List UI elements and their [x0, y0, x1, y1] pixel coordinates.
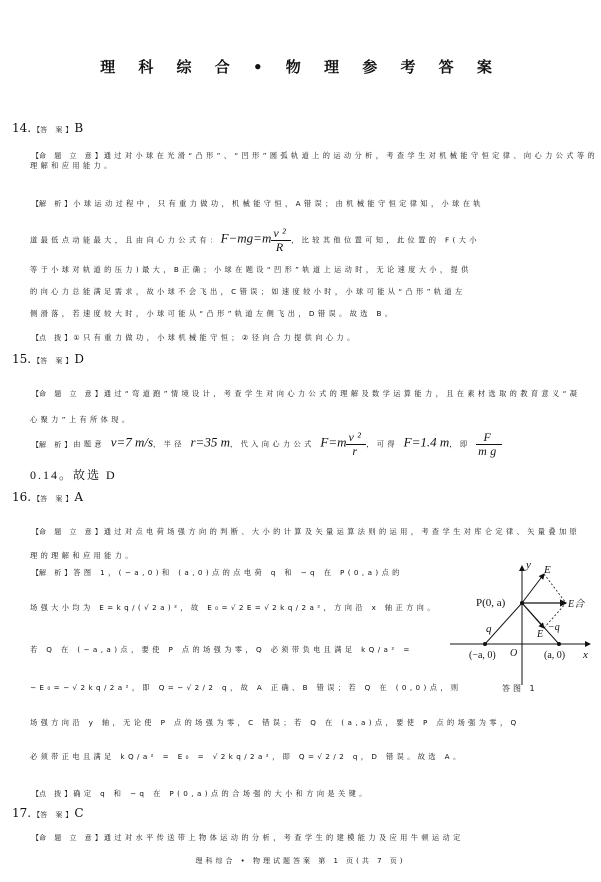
analysis-text: ，即: [449, 439, 477, 449]
analysis-tag: 【 解 析 】: [30, 568, 73, 578]
q15-header: [12, 352, 84, 366]
analysis-line-1: [30, 199, 484, 209]
analysis-text: ，可得: [366, 439, 404, 449]
analysis-line-2: 场强大小均为 E=kq/(√2a)²，故 E₀=√2E=√2kq/2a²，方向沿 x 轴正方向。: [30, 603, 438, 612]
q14-header: [12, 121, 83, 135]
analysis-text: 答图 1，(−a,0)和 (a,0)点的点电荷 q 和 −q 在 P(0,a)点的: [73, 568, 403, 577]
formula: r=35 m: [190, 434, 230, 450]
label-left-point: (−a, 0): [469, 650, 496, 661]
analysis-text: 小球运动过程中，只有重力做功，机械能守恒，A错误；由机械能守恒定律知，小球在轨: [73, 199, 484, 208]
analysis-line-4: 的向心力总能满足需求，故小球不会飞出，C错误；如速度较小时，小球可能从“凸形”轨道左: [30, 287, 466, 296]
analysis-text: ，代入向心力公式: [229, 439, 321, 449]
intent-tag: 【 命 题 立 意 】: [30, 520, 104, 544]
figure-caption: 答图 1: [502, 684, 538, 693]
intent-line: [30, 151, 601, 171]
formula: F=1.4 m: [403, 434, 450, 450]
fraction: [346, 431, 366, 458]
analysis-line-4: −E₀=−√2kq/2a²，即 Q=−√2/2 q，故 A 正确、B 错误；若 Q 在 (0,0)点，则: [30, 683, 462, 692]
charge-q: [483, 642, 487, 646]
intent-text: 通过对点电荷场强方向的判断、大小的计算及矢量运算法则的运用，考查学生对库仑定律、矢量叠加原理的理解和应用能力。: [30, 527, 581, 560]
question-number: 14.: [12, 121, 32, 135]
analysis-line-5: 场强方向沿 y 轴，无论使 P 点的场强为零，C 错误；若 Q 在 (a,a)点，要使 P 点的场强为零，Q: [30, 718, 520, 727]
label-E0: E合: [568, 599, 585, 610]
denominator: r: [352, 444, 361, 458]
fraction: [476, 431, 501, 458]
analysis-line-5: 侧滑落，若速度较大时，小球可能从“凸形”轨道左侧飞出，D错误。故选 B。: [30, 309, 396, 318]
analysis-text: ，半径: [153, 439, 191, 449]
vector-E-prime: [522, 603, 544, 628]
answer-tag: 【 答 案 】: [31, 810, 74, 820]
analysis-tag: 【 解 析 】: [30, 440, 73, 450]
numerator: F: [476, 431, 501, 445]
page-title: 理 科 综 合 • 物 理 参 考 答 案: [100, 58, 501, 76]
field-diagram: [440, 560, 595, 700]
analysis-text: 由题意: [73, 439, 111, 449]
analysis-tag: 【 解 析 】: [30, 199, 73, 209]
formula: F=m: [320, 434, 347, 450]
vector-E: [522, 574, 544, 603]
label-P: P(0, a): [476, 597, 506, 609]
denominator: mg: [478, 444, 500, 458]
intent-line: [30, 381, 590, 433]
analysis-line-2: [30, 227, 480, 254]
q17-header: [12, 806, 84, 820]
formula: F−mg=m: [220, 230, 272, 246]
formula: v=7 m/s: [110, 434, 154, 450]
intent-text: 通过“弯道跑”情境设计，考查学生对向心力公式的理解及数学运算能力，且在素材选取的教育意义“凝心聚力”上有所体现。: [30, 389, 581, 424]
question-number: 16.: [12, 490, 32, 504]
answer-value: D: [74, 352, 84, 366]
question-number: 15.: [12, 352, 32, 366]
intent-tag: 【 命 题 立 意 】: [30, 833, 104, 843]
analysis-line-3: 等于小球对轨道的压力)最大，B正确；小球在题设“凹形”轨道上运动时，无论速度大小，提供: [30, 265, 472, 274]
tip-text: ①只有重力做功，小球机械能守恒；②径向合力提供向心力。: [73, 333, 358, 342]
q16-header: [12, 490, 83, 504]
label-x: x: [583, 649, 588, 661]
numerator: v²: [348, 430, 365, 444]
page-footer: 理科综合 • 物理试题答案 第 1 页(共 7 页): [195, 857, 406, 865]
analysis-line-2: 0.14。故选 D: [30, 468, 117, 482]
charge-neg-q: [557, 642, 561, 646]
numerator: v²: [273, 226, 290, 240]
answer-value: B: [74, 121, 84, 135]
label-E-prime: E: [537, 629, 544, 640]
answer-tag: 【 答 案 】: [31, 494, 74, 504]
fraction: [271, 227, 291, 254]
analysis-line-1: [30, 568, 403, 578]
analysis-line-6: 必须带正电且满足 kQ/a² = E₀ = √2kq/2a²，即 Q=√2/2 q，D 错误。故选 A。: [30, 752, 464, 761]
intent-text: 通过对水平传送带上物体运动的分析，考查学生的建模能力及应用牛顿运动定: [103, 833, 464, 842]
answer-value: A: [74, 490, 83, 504]
label-neg-q: −q: [548, 622, 560, 633]
analysis-line-1: [30, 431, 502, 458]
analysis-line-3: 若 Q 在 (−a,a)点，要使 P 点的场强为零，Q 必须带负电且满足 kQ/a² =: [30, 645, 413, 654]
tip-text: 确定 q 和 −q 在 P(0,a)点的合场强的大小和方向是关键。: [73, 789, 370, 798]
label-right-point: (a, 0): [544, 650, 566, 661]
label-q: q: [486, 623, 492, 635]
denominator: R: [275, 240, 287, 254]
intent-tag: 【 命 题 立 意 】: [30, 381, 104, 407]
tip-line: [30, 789, 370, 799]
point-P: [520, 601, 524, 605]
intent-line: [30, 833, 464, 843]
dashed-line: [544, 574, 566, 603]
label-y: y: [526, 560, 531, 571]
tip-line: [30, 333, 358, 343]
answer-tag: 【 答 案 】: [31, 356, 74, 366]
label-origin: O: [510, 648, 518, 659]
analysis-text: ，比较其他位置可知，此位置的 F(大小: [291, 235, 480, 245]
tip-tag: 【 点 拨 】: [30, 789, 73, 799]
label-E: E: [544, 564, 551, 576]
question-number: 17.: [12, 806, 32, 820]
tip-tag: 【 点 拨 】: [30, 333, 73, 343]
analysis-text: 道最低点动能最大，且由向心力公式有：: [30, 235, 221, 245]
answer-tag: 【 答 案 】: [31, 125, 74, 135]
intent-tag: 【 命 题 立 意 】: [30, 151, 104, 161]
intent-text: 通过对小球在光滑“凸形”、“凹形”圆弧轨道上的运动分析，考查学生对机械能守恒定律、向心力公式等的理解和应用能力。: [30, 151, 599, 170]
answer-value: C: [74, 806, 84, 820]
